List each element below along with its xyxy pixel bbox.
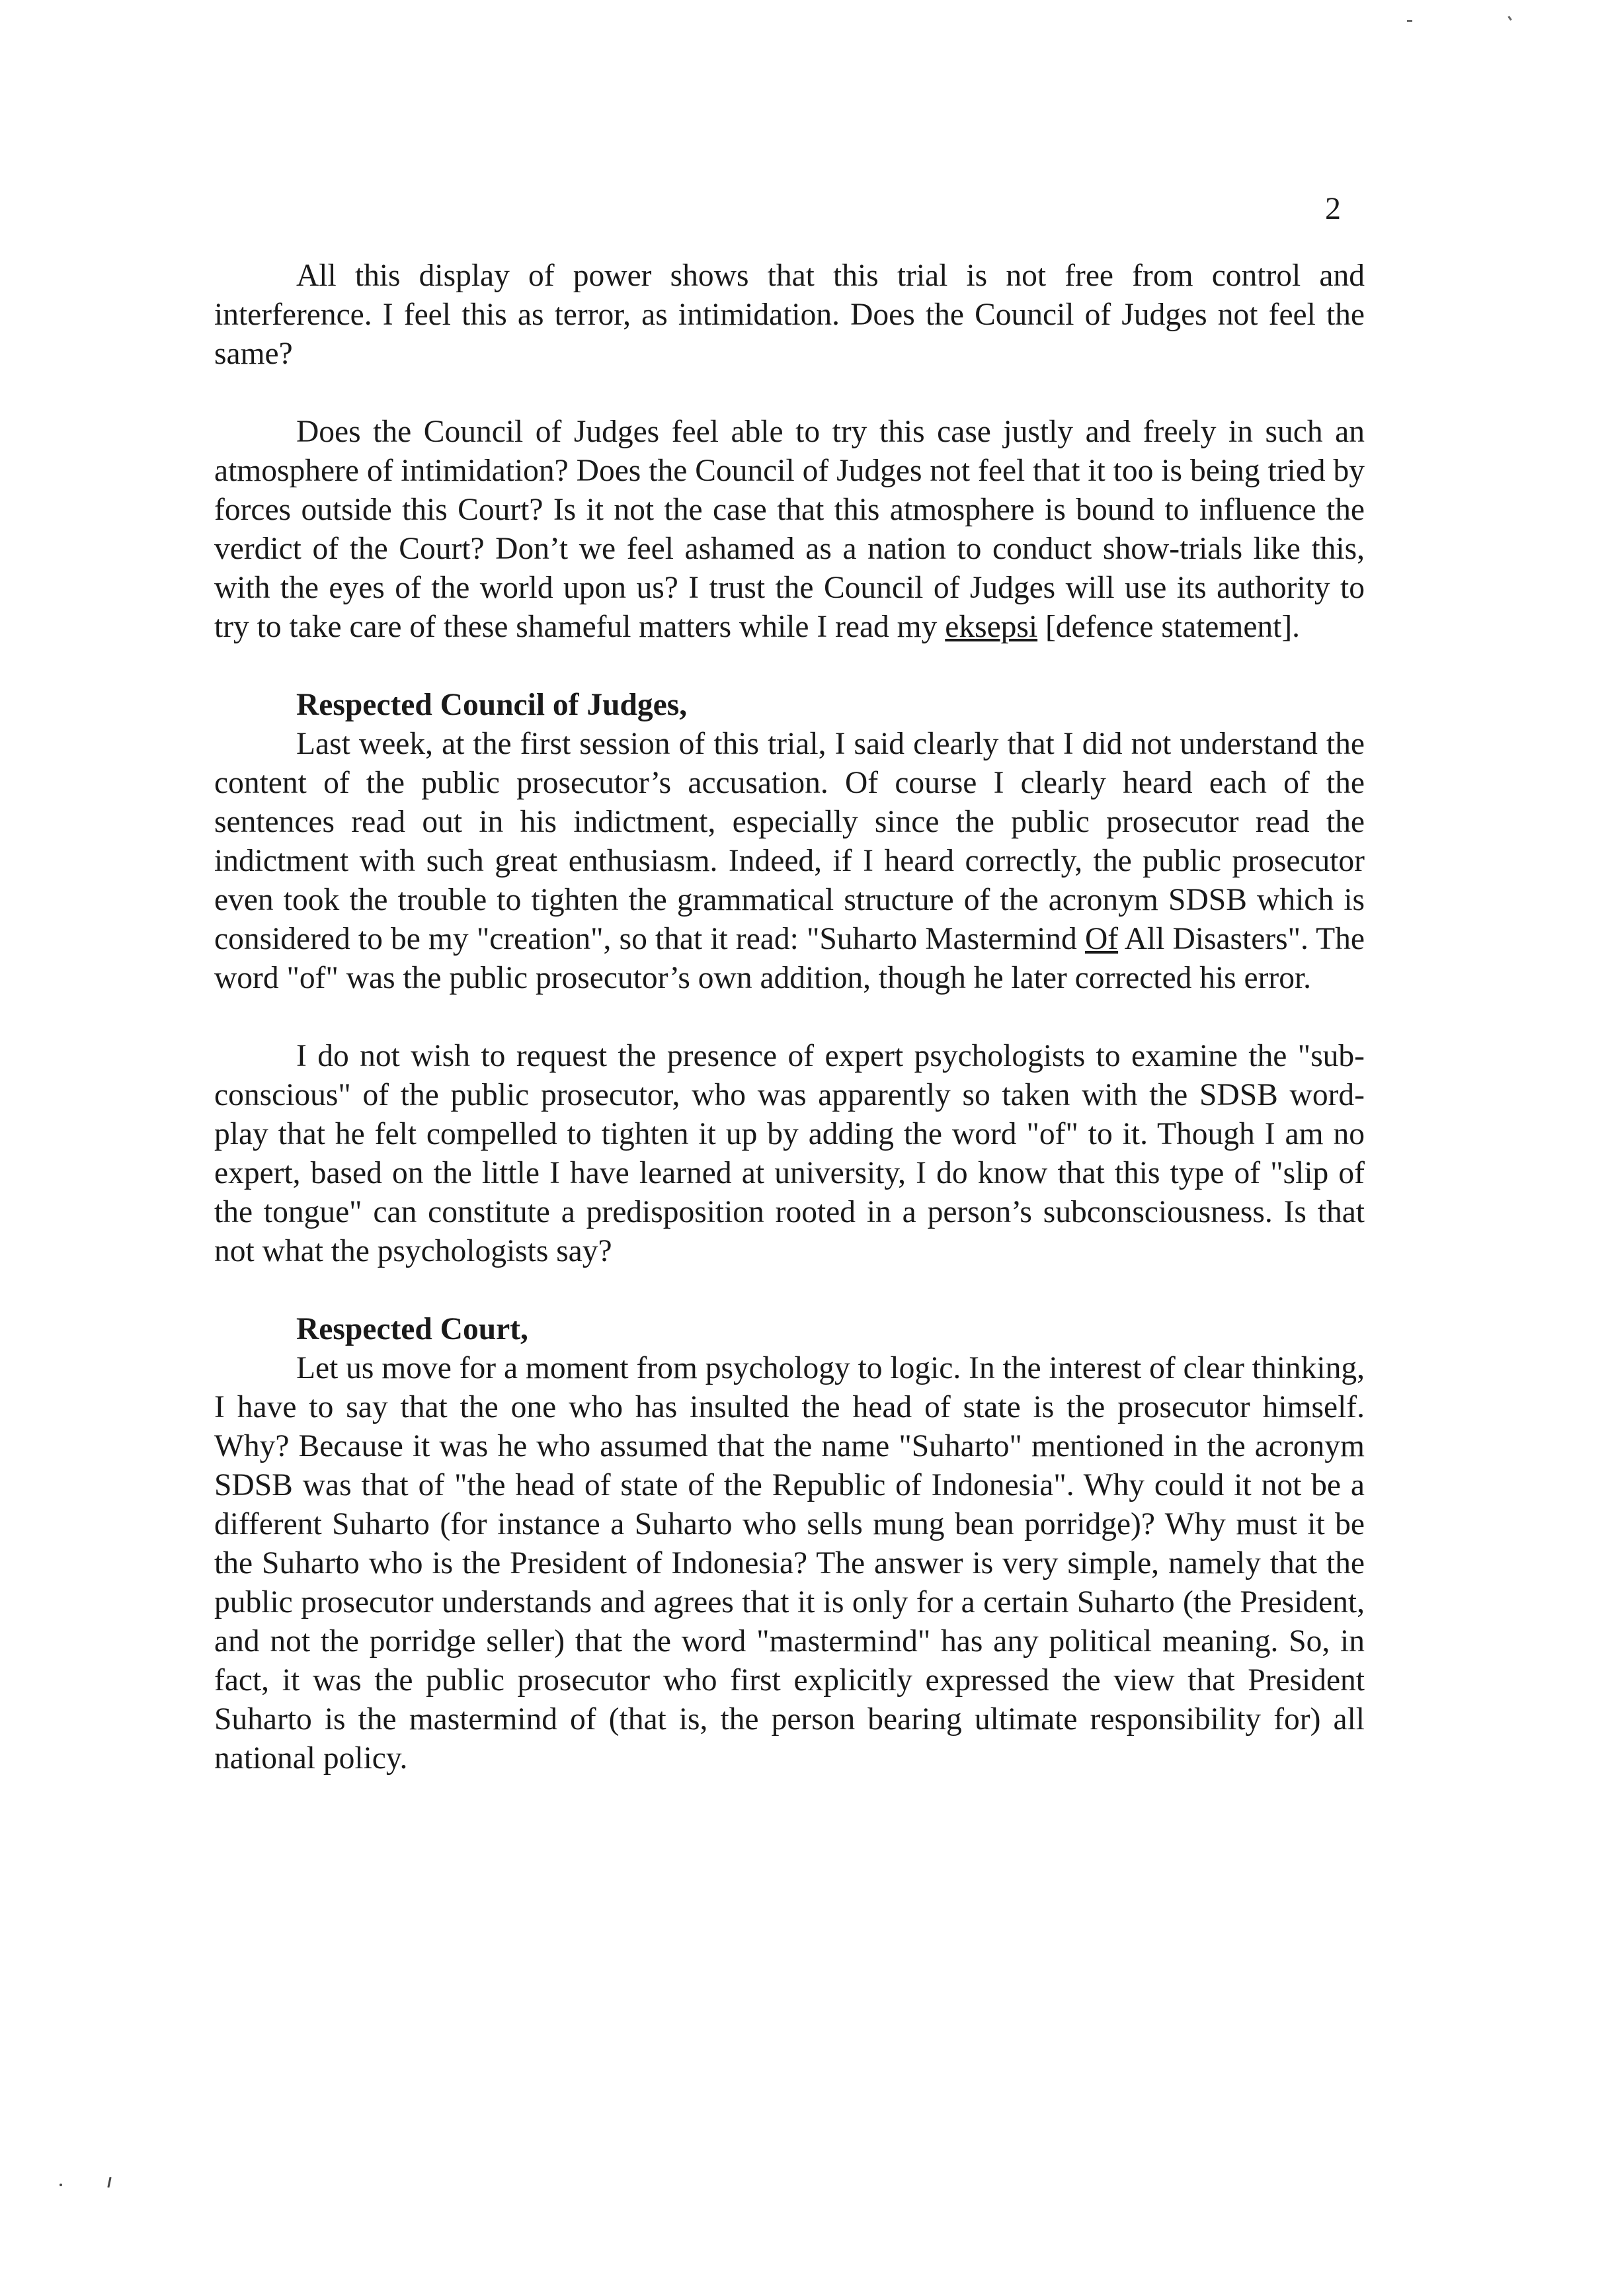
scan-mark-top-1 — [1407, 20, 1412, 22]
paragraph-3 — [214, 725, 1365, 998]
paragraph-1: All this display of power shows that this trial is not free from control and interference. I feel this as terror, as intimidation. Does the Council of Judges not feel the same? — [214, 259, 1365, 371]
document-body — [214, 257, 1365, 1778]
paragraph-2-text: Does the Council of Judges feel able to try this case justly and freely in such an atmosphere of intimidation? Does the Council of Judges not feel that it too is being tried by forces outside this Court? Is it not the case that this atmosphere is bound to influence the verdict of the Court? Don’t we feel ashamed as a nation to conduct show-trials like this, with the eyes of the world upon us? I trust the Council of Judges will use its authority to try to take care of these shameful matters while I read my — [214, 415, 1365, 644]
paragraph-2 — [214, 413, 1365, 647]
paragraph-5: Let us move for a moment from psychology to logic. In the interest of clear thinking, I have to say that the one who has insulted the head of state is the prosecutor himself. Why? Because it was he who assumed that the name "Suharto" mentioned in the acronym SDSB was that of "the head of state of the Republic of Indonesia". Why could it not be a different Suharto (for instance a Suharto who sells mung bean porridge)? Why must it be the Suharto who is the President of Indonesia? The answer is very simple, namely that the public prosecutor understands and agrees that it is only for a certain Suharto (the President, and not the porridge seller) that the word "mastermind" has any political meaning. So, in fact, it was the public prosecutor who first explicitly expressed the view that President Suharto is the mastermind of (that is, the person bearing ultimate responsibility for) all national policy. — [214, 1351, 1365, 1776]
section-heading-council: Respected Council of Judges, — [296, 688, 688, 722]
scan-mark-top-2 — [1508, 16, 1511, 20]
paragraph-2-tail: [defence statement]. — [1037, 610, 1301, 644]
page-number: 2 — [1325, 191, 1341, 226]
section-heading-court: Respected Court, — [296, 1312, 528, 1346]
paragraph-4: I do not wish to request the presence of expert psychologists to examine the "sub-conscious" of the public prosecutor, who was apparently so taken with the SDSB word-play that he felt compelled to tighten it up by adding the word "of" to it. Though I am no expert, based on the little I have learned at university, I do know that this type of "slip of the tongue" can constitute a predisposition rooted in a person’s subconsciousness. Is that not what the psychologists say? — [214, 1039, 1365, 1268]
paragraph-3-tail: All Disasters". The word "of" was the public prosecutor’s own addition, though he later corrected his error. — [214, 922, 1365, 995]
underlined-of: Of — [1084, 922, 1119, 956]
term-eksepsi: eksepsi — [945, 610, 1038, 644]
scan-mark-bottom-2 — [107, 2177, 111, 2188]
scan-mark-bottom-1 — [60, 2184, 62, 2186]
paragraph-3-text: Last week, at the first session of this trial, I said clearly that I did not understand the content of the public prosecutor’s accusation. Of course I clearly heard each of the sentences read out in his indictment, especially since the public prosecutor read the indictment with such great enthusiasm. Indeed, if I heard correctly, the public prosecutor even took the trouble to tighten the grammatical structure of the acronym SDSB which is considered to be my "creation", so that it read: "Suharto Mastermind — [214, 727, 1365, 956]
